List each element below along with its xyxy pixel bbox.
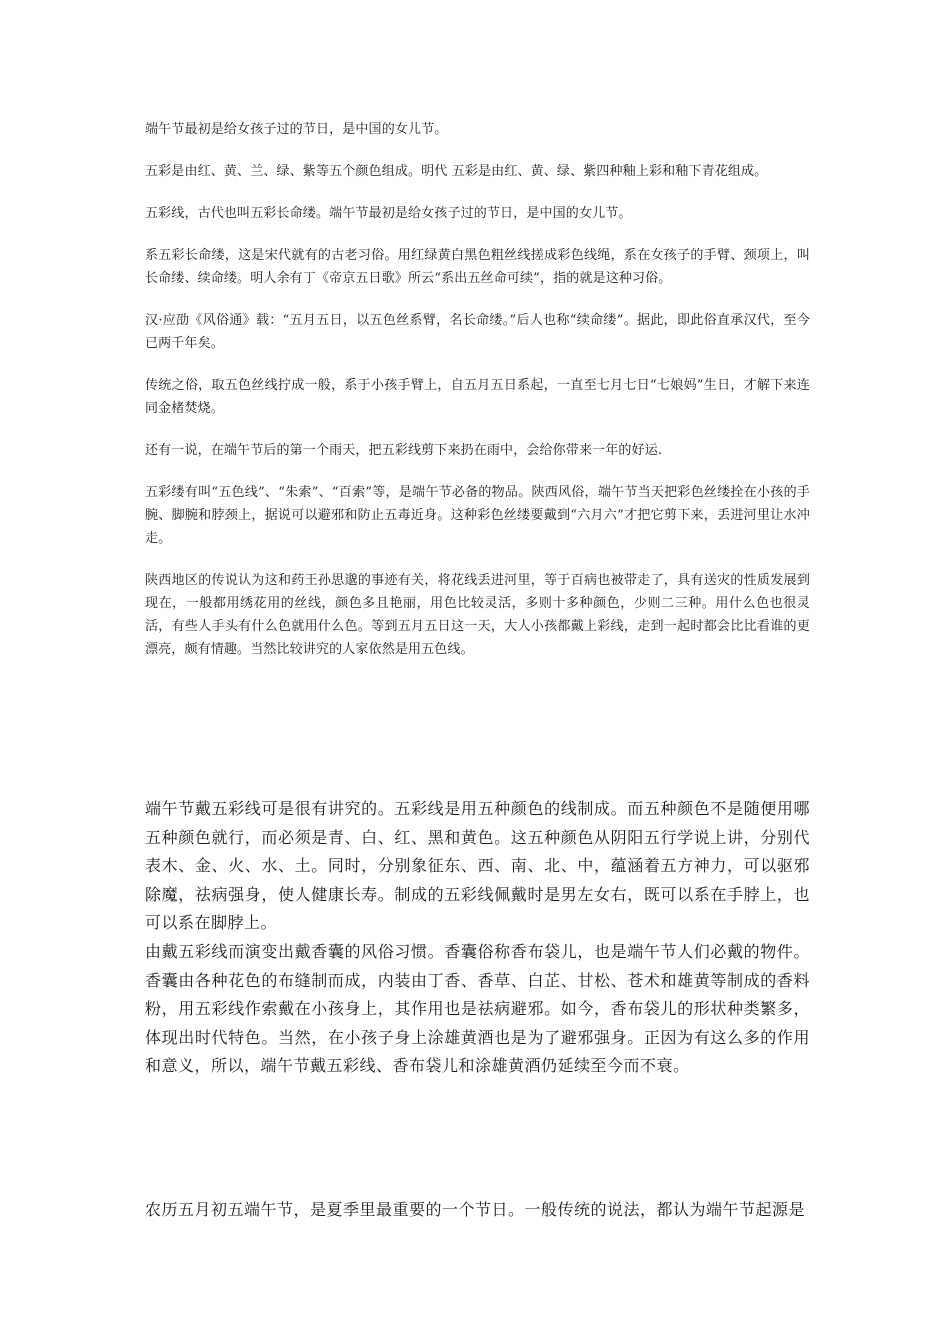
paragraph: 五彩缕有叫“五色线”、“朱索”、“百索”等，是端午节必备的物品。陕西风俗，端午节当天把彩色丝缕拴在小孩的手腕、脚腕和脖颈上，据说可以避邪和防止五毒近身。这种彩色丝缕要戴到“六月六”才把它剪下来，丢进河里让水冲走。 bbox=[145, 485, 810, 546]
paragraph: 端午节戴五彩线可是很有讲究的。五彩线是用五种颜色的线制成。而五种颜色不是随便用哪五种颜色就行，而必须是青、白、红、黑和黄色。这五种颜色从阴阳五行学说上讲，分别代表木、金、火、水、土。同时，分别象征东、西、南、北、中，蕴涵着五方神力，可以驱邪除魔，祛病强身，使人健康长寿。制成的五彩线佩戴时是男左女右，既可以系在手脖上，也可以系在脚脖上。 bbox=[145, 799, 810, 933]
small-text-section bbox=[145, 118, 810, 680]
paragraph: 农历五月初五端午节，是夏季里最重要的一个节日。一般传统的说法，都认为端午节起源是 bbox=[145, 1200, 806, 1219]
paragraph: 汉·应劭《风俗通》载：“五月五日，以五色丝系臂，名长命缕。”后人也称“续命缕”。据此，即此俗直承汉代，至今已两千年矣。 bbox=[145, 313, 810, 351]
paragraph: 陕西地区的传说认为这和药王孙思邈的事迹有关，将花线丢进河里，等于百病也被带走了，具有送灾的性质发展到现在，一般都用绣花用的丝线，颜色多且艳丽，用色比较灵活，多则十多种颜色，少则二三种。用什么色也很灵活，有些人手头有什么色就用什么色。等到五月五日这一天，大人小孩都戴上彩线，走到一起时都会比比看谁的更漂亮，颇有情趣。当然比较讲究的人家依然是用五色线。 bbox=[145, 573, 810, 657]
paragraph: 由戴五彩线而演变出戴香囊的风俗习惯。香囊俗称香布袋儿，也是端午节人们必戴的物件。香囊由各种花色的布缝制而成，内装由丁香、香草、白芷、甘松、苍术和雄黄等制成的香料粉，用五彩线作索戴在小孩身上，其作用也是祛病避邪。如今，香布袋儿的形状种类繁多，体现出时代特色。当然，在小孩子身上涂雄黄酒也是为了避邪强身。正因为有这么多的作用和意义，所以，端午节戴五彩线、香布袋儿和涂雄黄酒仍延续至今而不衰。 bbox=[145, 941, 810, 1076]
paragraph: 还有一说，在端午节后的第一个雨天，把五彩线剪下来扔在雨中，会给你带来一年的好运. bbox=[145, 443, 663, 458]
bottom-text-section bbox=[145, 1196, 810, 1225]
large-text-section bbox=[145, 795, 810, 1081]
paragraph: 系五彩长命缕，这是宋代就有的古老习俗。用红绿黄白黑色粗丝线搓成彩色线绳，系在女孩子的手臂、颈项上，叫长命缕、续命缕。明人余有丁《帝京五日歌》所云“系出五丝命可续”，指的就是这种习俗。 bbox=[145, 248, 810, 286]
paragraph: 传统之俗，取五色丝线拧成一般，系于小孩手臂上，自五月五日系起，一直至七月七日“七娘妈”生日，才解下来连同金楮焚烧。 bbox=[145, 378, 810, 416]
paragraph: 五彩是由红、黄、兰、绿、紫等五个颜色组成。明代 五彩是由红、黄、绿、紫四种釉上彩和釉下青花组成。 bbox=[145, 164, 768, 179]
paragraph: 五彩线，古代也叫五彩长命缕。端午节最初是给女孩子过的节日，是中国的女儿节。 bbox=[145, 206, 632, 221]
paragraph: 端午节最初是给女孩子过的节日，是中国的女儿节。 bbox=[145, 122, 448, 137]
